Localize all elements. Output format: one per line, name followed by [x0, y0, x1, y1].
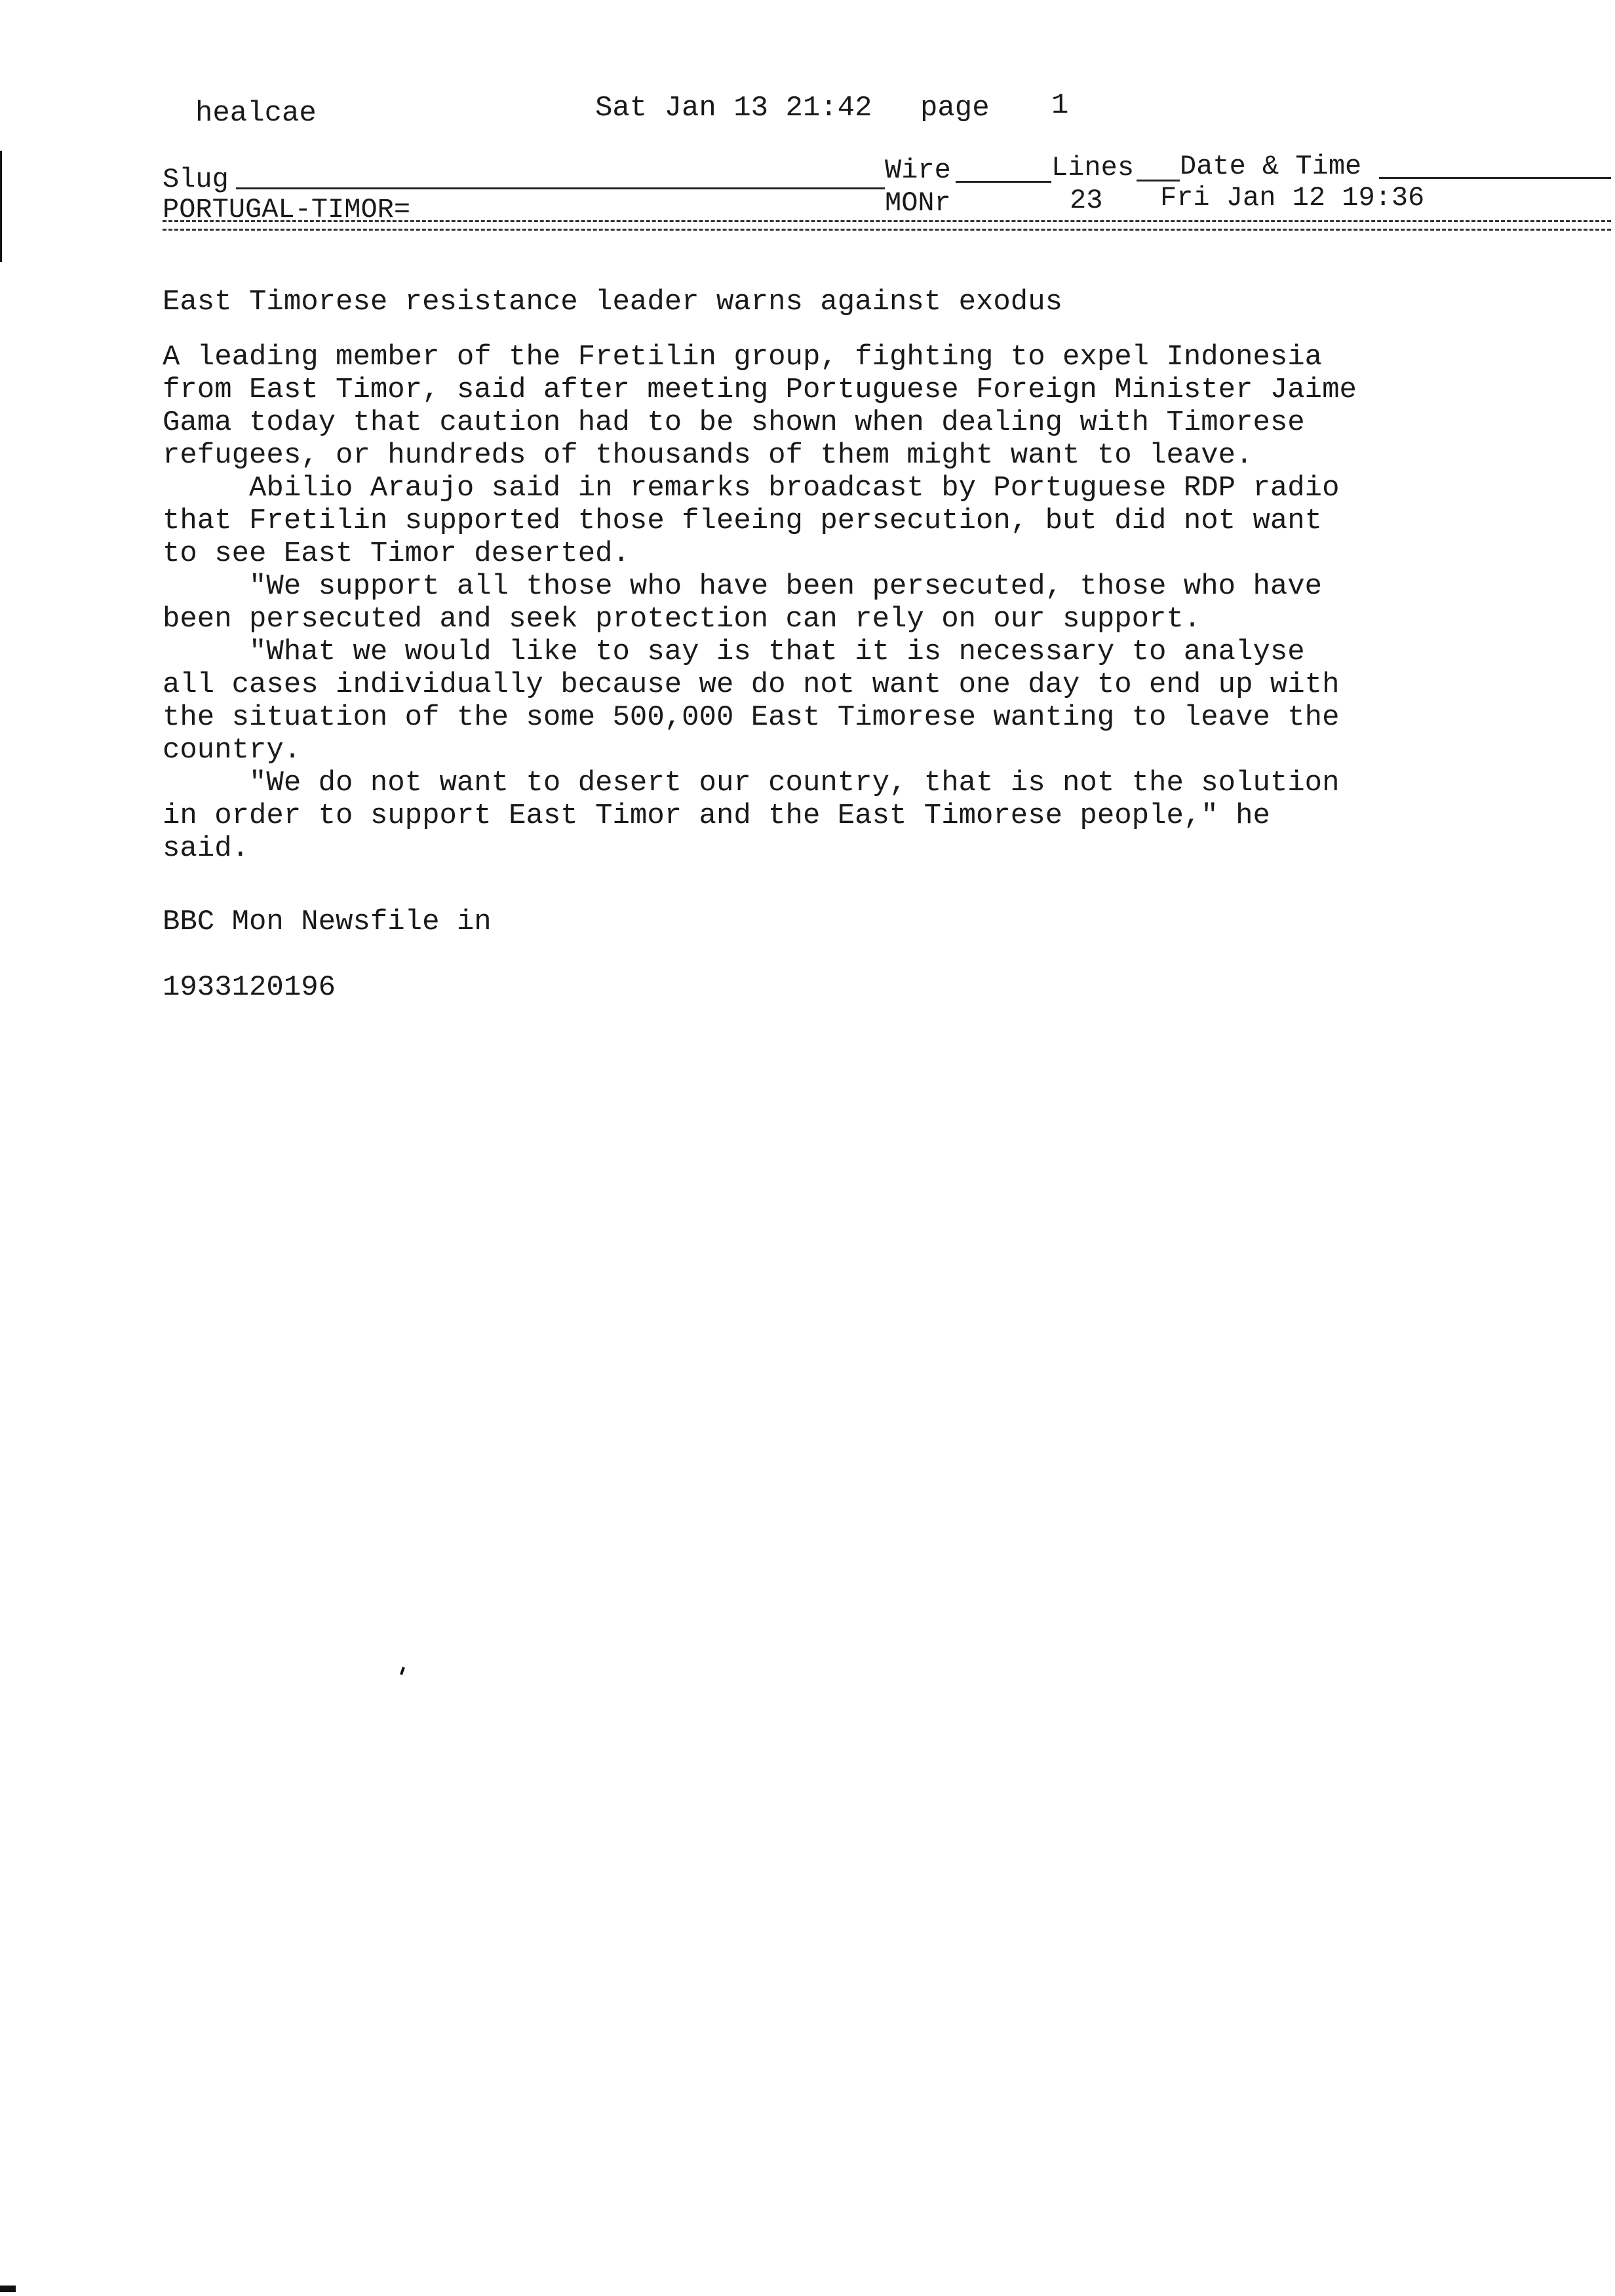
story-line: Gama today that caution had to be shown when dealing with Timorese [163, 406, 1305, 439]
story-line: A leading member of the Fretilin group, fighting to expel Indonesia [163, 341, 1323, 373]
wire-value: MONr [885, 187, 951, 219]
story-line: all cases individually because we do not want one day to end up with [163, 668, 1340, 701]
scan-speck [400, 1667, 405, 1675]
scan-corner-mark [0, 2286, 16, 2292]
story-body [163, 341, 1480, 865]
story-line: in order to support East Timor and the East Timorese people," he [163, 799, 1270, 832]
story-line: to see East Timor deserted. [163, 537, 630, 570]
header-separator [163, 220, 1611, 231]
story-headline: East Timorese resistance leader warns against exodus [163, 286, 1063, 318]
wire-label: Wire [885, 155, 951, 186]
slug-value: PORTUGAL-TIMOR= [163, 194, 411, 225]
story-source: BBC Mon Newsfile in [163, 906, 492, 938]
datetime-underline [1379, 177, 1611, 179]
lines-value: 23 [1070, 185, 1103, 216]
story-line: "We do not want to desert our country, that is not the solution [163, 767, 1340, 799]
lines-underline [1137, 180, 1180, 182]
story-line: from East Timor, said after meeting Portuguese Foreign Minister Jaime [163, 373, 1357, 406]
story-line: that Fretilin supported those fleeing persecution, but did not want [163, 505, 1323, 537]
slug-underline [236, 187, 885, 189]
datetime-label: Date & Time [1180, 151, 1362, 182]
header-user: healcae [195, 97, 317, 130]
slug-label: Slug [163, 164, 229, 195]
datetime-value: Fri Jan 12 19:36 [1160, 182, 1425, 214]
story-line: refugees, or hundreds of thousands of them might want to leave. [163, 439, 1253, 472]
story-line: said. [163, 832, 250, 865]
story-line: been persecuted and seek protection can rely on our support. [163, 603, 1201, 636]
story-line: the situation of the some 500,000 East Timorese wanting to leave the [163, 701, 1340, 734]
scan-edge-mark [0, 151, 2, 262]
header-page-number: 1 [1051, 89, 1069, 122]
lines-label: Lines [1051, 152, 1135, 183]
story-line: "What we would like to say is that it is necessary to analyse [163, 636, 1305, 668]
document-id: 1933120196 [163, 971, 336, 1004]
story-line: Abilio Araujo said in remarks broadcast by Portuguese RDP radio [163, 472, 1340, 505]
wire-underline [956, 181, 1051, 183]
story-line: "We support all those who have been persecuted, those who have [163, 570, 1323, 603]
header-print-datetime: Sat Jan 13 21:42 [595, 92, 872, 124]
header-page-label: page [920, 92, 990, 124]
story-line: country. [163, 734, 302, 767]
